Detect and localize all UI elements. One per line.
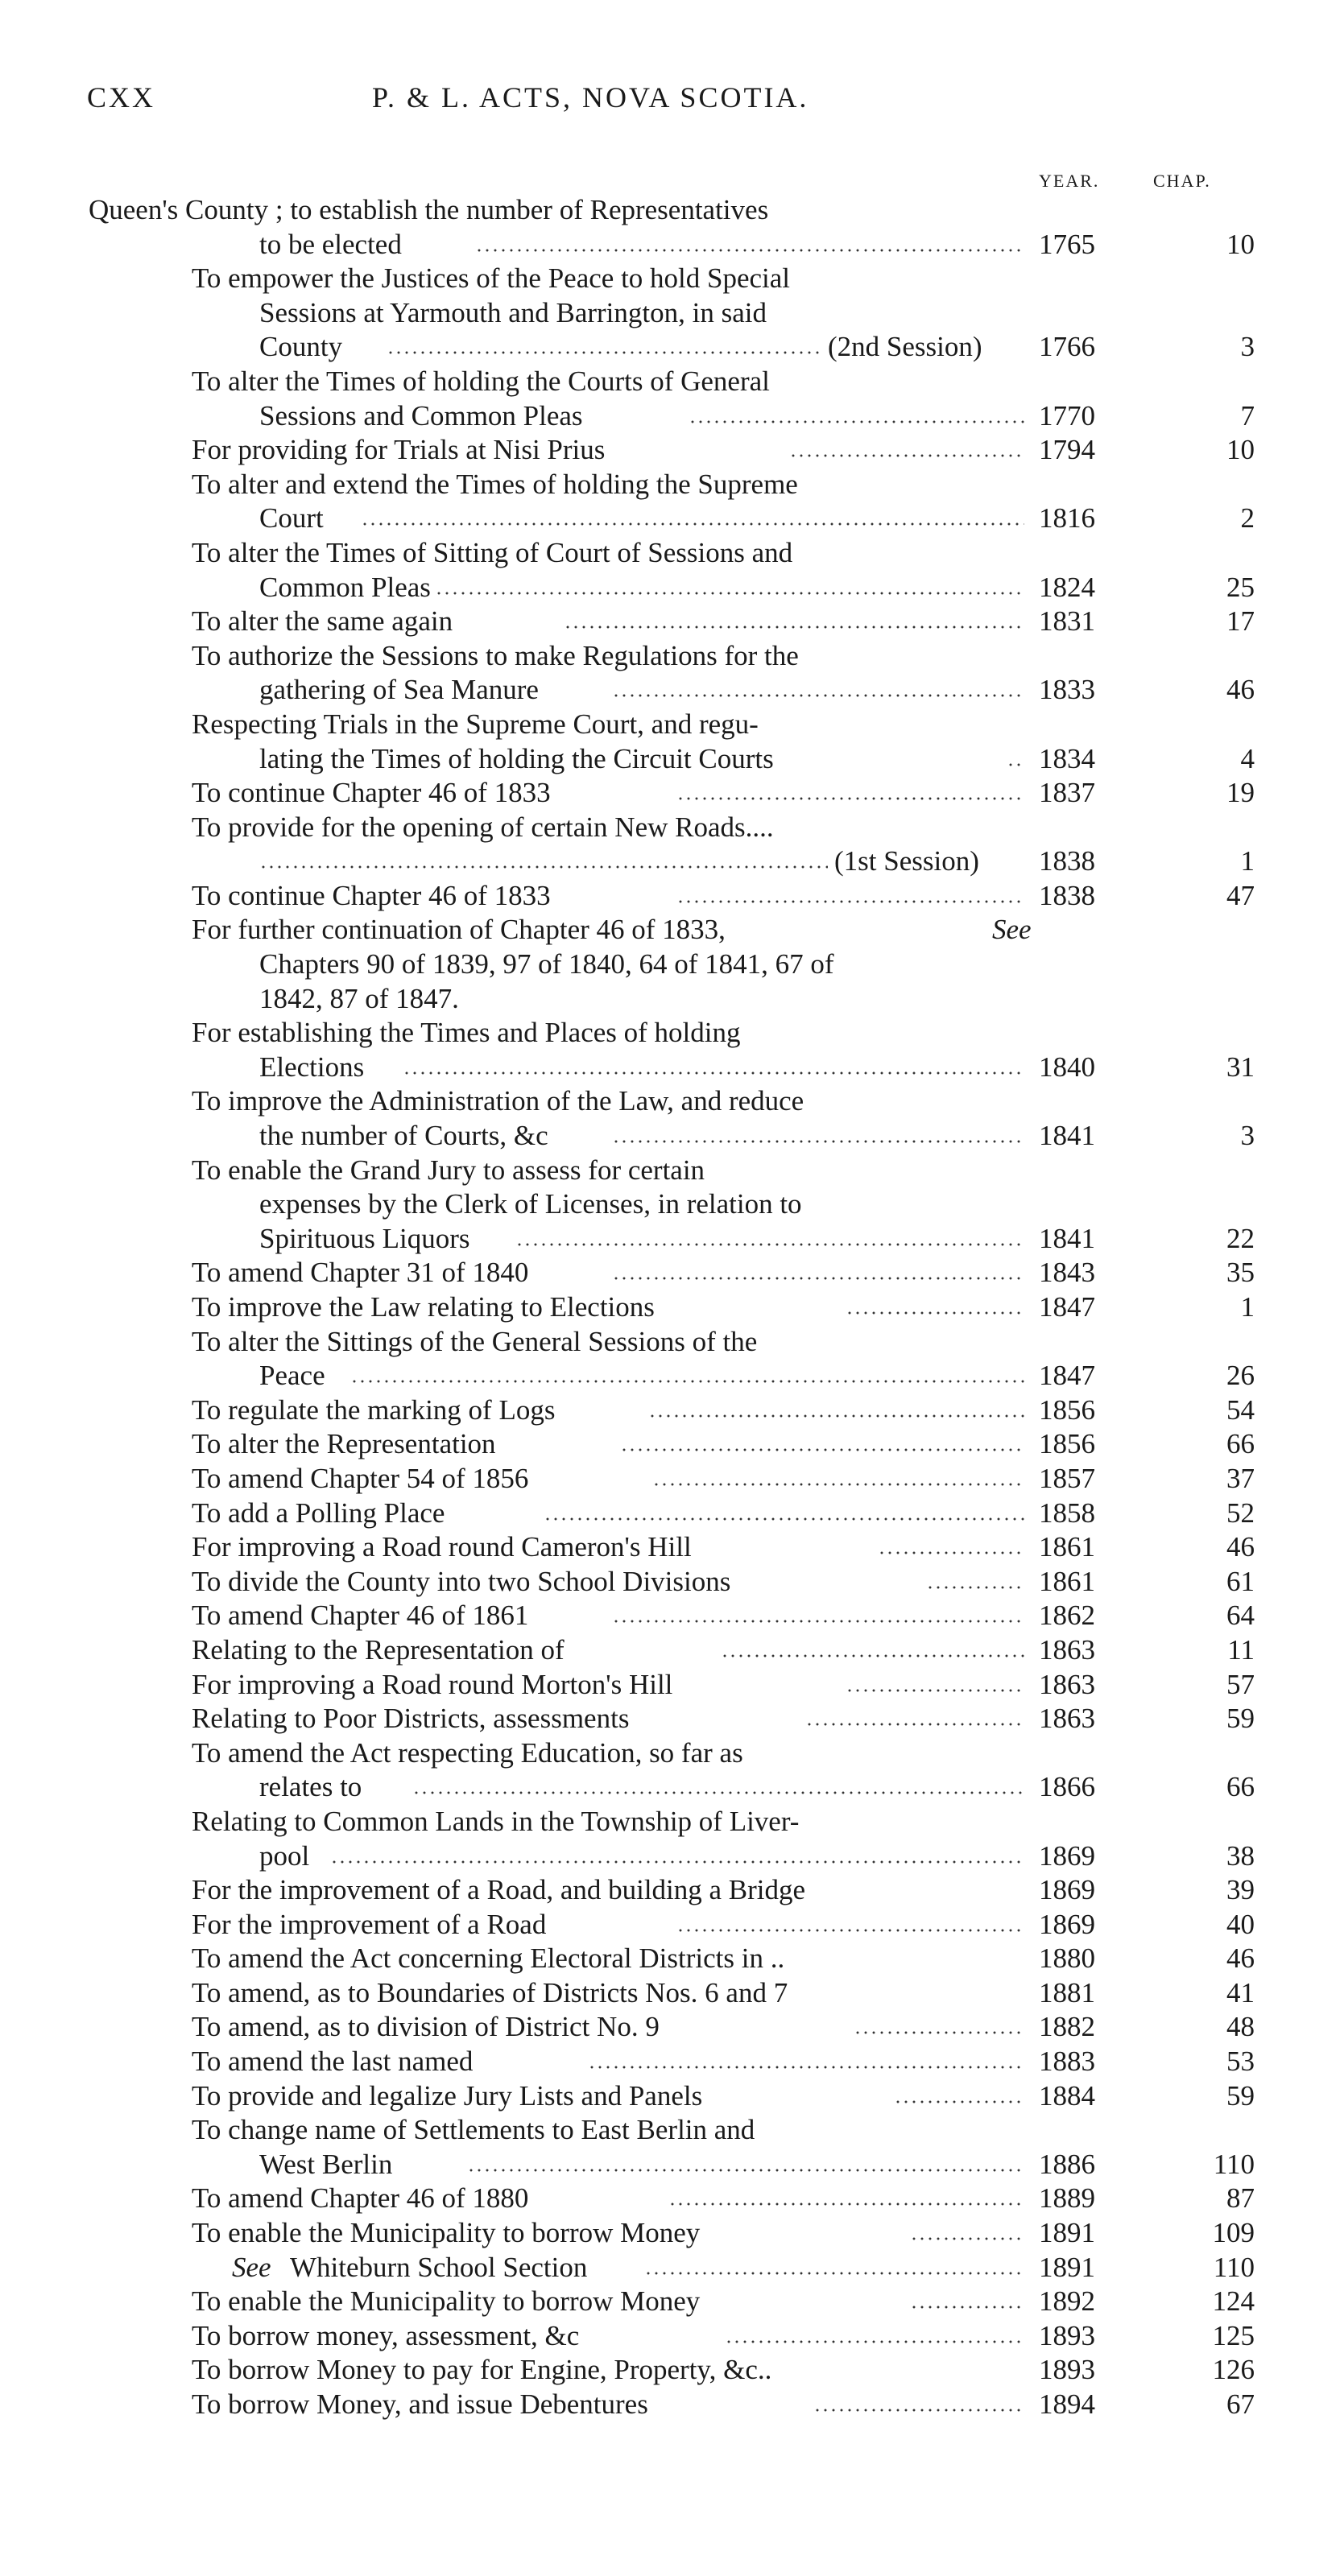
entry-chap: 46 bbox=[1226, 1942, 1255, 1975]
entry-year: 1893 bbox=[1039, 2319, 1095, 2351]
entry-chap: 54 bbox=[1226, 1393, 1255, 1426]
index-line bbox=[0, 262, 1340, 296]
entry-year: 1834 bbox=[1039, 742, 1095, 774]
entry-chap: 35 bbox=[1226, 1257, 1255, 1289]
index-line bbox=[0, 193, 1340, 228]
entry-chap: 41 bbox=[1226, 1976, 1255, 2008]
entry-year: 1816 bbox=[1039, 502, 1095, 535]
entry-text: To amend Chapter 54 of 1856 bbox=[192, 1462, 529, 1494]
entry-chap: 26 bbox=[1226, 1360, 1255, 1392]
entry-year: 1765 bbox=[1039, 228, 1095, 260]
entry-text: Whiteburn School Section bbox=[290, 2251, 588, 2283]
index-line bbox=[0, 1976, 1340, 2011]
dot-leader bbox=[612, 1620, 1024, 1623]
entry-chap: 126 bbox=[1212, 2354, 1255, 2386]
entry-year: 1856 bbox=[1039, 1393, 1095, 1426]
index-line bbox=[0, 1462, 1340, 1496]
entry-year: 1863 bbox=[1039, 1668, 1095, 1700]
entry-chap: 67 bbox=[1226, 2388, 1255, 2420]
index-line bbox=[0, 1908, 1340, 1942]
dot-leader bbox=[403, 1071, 1024, 1075]
entry-text: To alter the Representation bbox=[192, 1428, 496, 1460]
index-line bbox=[0, 811, 1340, 845]
entry-chap: 87 bbox=[1226, 2182, 1255, 2215]
dot-leader bbox=[612, 694, 1024, 697]
entry-year: 1884 bbox=[1039, 2079, 1095, 2112]
dot-leader bbox=[854, 2031, 1024, 2034]
index-line bbox=[0, 1633, 1340, 1668]
index-line bbox=[0, 2148, 1340, 2182]
entry-year: 1880 bbox=[1039, 1942, 1095, 1975]
entry-text: To change name of Settlements to East Berlin and bbox=[192, 2114, 755, 2146]
index-line bbox=[0, 708, 1340, 742]
entry-text: To amend Chapter 31 of 1840 bbox=[192, 1257, 529, 1289]
entry-year: 1857 bbox=[1039, 1462, 1095, 1494]
entry-year: 1861 bbox=[1039, 1565, 1095, 1597]
entry-year: 1882 bbox=[1039, 2011, 1095, 2043]
index-line bbox=[0, 2113, 1340, 2148]
index-line bbox=[0, 571, 1340, 605]
entry-text: To improve the Administration of the Law, and reduce bbox=[192, 1085, 804, 1117]
entry-text: For improving a Road round Cameron's Hill bbox=[192, 1531, 692, 1563]
entry-text: To empower the Justices of the Peace to hold Special bbox=[192, 262, 791, 295]
entry-year: 1831 bbox=[1039, 605, 1095, 638]
entry-text: the number of Courts, &c bbox=[259, 1120, 548, 1152]
dot-leader bbox=[648, 1414, 1024, 1418]
entry-chap: 48 bbox=[1226, 2011, 1255, 2043]
index-line bbox=[0, 1051, 1340, 1085]
entry-text: Respecting Trials in the Supreme Court, and regu- bbox=[192, 708, 759, 740]
entry-chap: 61 bbox=[1226, 1565, 1255, 1597]
dot-leader bbox=[894, 2100, 1024, 2103]
dot-leader bbox=[412, 1791, 1024, 1794]
index-line bbox=[0, 1187, 1340, 1222]
entry-text: To borrow money, assessment, &c bbox=[192, 2319, 580, 2351]
entry-chap: 59 bbox=[1226, 2079, 1255, 2112]
entry-text: To amend Chapter 46 of 1861 bbox=[192, 1600, 529, 1632]
entry-year: 1892 bbox=[1039, 2285, 1095, 2318]
index-line bbox=[0, 2251, 1340, 2285]
entry-chap: 53 bbox=[1226, 2046, 1255, 2078]
entry-text: To amend, as to division of District No. 9 bbox=[192, 2011, 660, 2043]
entry-year: 1889 bbox=[1039, 2182, 1095, 2215]
entry-text: 1842, 87 of 1847. bbox=[259, 982, 459, 1014]
index-line bbox=[0, 639, 1340, 674]
index-line bbox=[0, 1154, 1340, 1188]
entry-year: 1824 bbox=[1039, 571, 1095, 603]
entry-chap: 1 bbox=[1240, 1291, 1255, 1323]
index-line bbox=[0, 1290, 1340, 1325]
entry-text: To alter and extend the Times of holding the Supreme bbox=[192, 468, 798, 500]
index-line bbox=[0, 2010, 1340, 2045]
entry-chap: 46 bbox=[1226, 1531, 1255, 1563]
index-line bbox=[0, 365, 1340, 399]
entry-session: (2nd Session) bbox=[828, 331, 982, 363]
entry-chap: 19 bbox=[1226, 777, 1255, 809]
entry-chap: 124 bbox=[1212, 2285, 1255, 2318]
entry-text: For improving a Road round Morton's Hill bbox=[192, 1668, 673, 1700]
index-line bbox=[0, 673, 1340, 708]
entry-year: 1858 bbox=[1039, 1496, 1095, 1529]
index-line bbox=[0, 1702, 1340, 1736]
entry-year: 1770 bbox=[1039, 399, 1095, 431]
dot-leader bbox=[515, 1243, 1024, 1246]
index-line bbox=[0, 2045, 1340, 2079]
entry-text: To borrow Money, and issue Debentures bbox=[192, 2388, 648, 2420]
index-line bbox=[0, 879, 1340, 914]
dot-leader bbox=[467, 2169, 1024, 2172]
index-line bbox=[0, 1325, 1340, 1360]
dot-leader bbox=[676, 1929, 1024, 1932]
entry-chap: 10 bbox=[1226, 434, 1255, 466]
entry-year: 1881 bbox=[1039, 1976, 1095, 2008]
index-line bbox=[0, 1016, 1340, 1051]
index-line bbox=[0, 1805, 1340, 1839]
entry-text: To alter the Times of holding the Courts of General bbox=[192, 365, 770, 397]
entry-year: 1838 bbox=[1039, 845, 1095, 877]
entry-chap: 40 bbox=[1226, 1908, 1255, 1940]
index-line bbox=[0, 605, 1340, 639]
index-line bbox=[0, 1873, 1340, 1908]
entry-year: 1869 bbox=[1039, 1839, 1095, 1872]
index-line bbox=[0, 1565, 1340, 1600]
entry-chap: 17 bbox=[1226, 605, 1255, 638]
index-line bbox=[0, 2285, 1340, 2319]
dot-leader bbox=[676, 797, 1024, 800]
index-line bbox=[0, 1393, 1340, 1428]
entry-text: Relating to Poor Districts, assessments bbox=[192, 1703, 630, 1735]
entry-text: Common Pleas bbox=[259, 571, 431, 603]
entry-chap: 2 bbox=[1240, 502, 1255, 535]
entry-year: 1837 bbox=[1039, 777, 1095, 809]
entry-year: 1838 bbox=[1039, 879, 1095, 911]
entry-year: 1861 bbox=[1039, 1531, 1095, 1563]
index-line bbox=[0, 913, 1340, 947]
entry-chap: 38 bbox=[1226, 1839, 1255, 1872]
entry-chap: 37 bbox=[1226, 1462, 1255, 1494]
index-line bbox=[0, 742, 1340, 777]
entry-year: 1841 bbox=[1039, 1120, 1095, 1152]
entry-text: To provide and legalize Jury Lists and Panels bbox=[192, 2079, 703, 2112]
entry-chap: 110 bbox=[1213, 2148, 1255, 2180]
entry-chap: 59 bbox=[1226, 1703, 1255, 1735]
entry-text: expenses by the Clerk of Licenses, in relation to bbox=[259, 1188, 802, 1220]
entry-year: 1833 bbox=[1039, 674, 1095, 706]
dot-leader bbox=[620, 1448, 1024, 1451]
dot-leader bbox=[846, 1311, 1024, 1315]
entry-year: 1866 bbox=[1039, 1771, 1095, 1803]
entry-year: 1840 bbox=[1039, 1051, 1095, 1083]
entry-text: Chapters 90 of 1839, 97 of 1840, 64 of 1841, 67 of bbox=[259, 948, 834, 980]
entry-text: To alter the Times of Sitting of Court of Sessions and bbox=[192, 536, 793, 568]
entry-text: Elections bbox=[259, 1051, 365, 1083]
entry-chap: 25 bbox=[1226, 571, 1255, 603]
dot-leader bbox=[330, 1860, 1024, 1864]
entry-text: To amend the Act respecting Education, so far as bbox=[192, 1736, 743, 1769]
dot-leader bbox=[721, 1654, 1024, 1657]
dot-leader bbox=[652, 1483, 1024, 1486]
entry-chap: 66 bbox=[1226, 1771, 1255, 1803]
entry-year: 1847 bbox=[1039, 1360, 1095, 1392]
entry-year: 1856 bbox=[1039, 1428, 1095, 1460]
entry-text: lating the Times of holding the Circuit Courts bbox=[259, 742, 774, 774]
index-line bbox=[0, 947, 1340, 982]
entry-chap: 39 bbox=[1226, 1874, 1255, 1906]
entry-text: To enable the Municipality to borrow Money bbox=[192, 2285, 701, 2318]
entry-text: to be elected bbox=[259, 228, 402, 260]
index-line bbox=[0, 2079, 1340, 2114]
index-line bbox=[0, 844, 1340, 879]
entry-text: To amend Chapter 46 of 1880 bbox=[192, 2182, 529, 2215]
see-reference: See bbox=[992, 914, 1032, 946]
dot-leader bbox=[805, 1723, 1024, 1726]
entry-text: To amend the Act concerning Electoral Districts in .. bbox=[192, 1942, 785, 1975]
entry-chap: 46 bbox=[1226, 674, 1255, 706]
entry-chap: 109 bbox=[1212, 2217, 1255, 2249]
entry-text: gathering of Sea Manure bbox=[259, 674, 539, 706]
entry-text: To improve the Law relating to Elections bbox=[192, 1291, 655, 1323]
entry-chap: 31 bbox=[1226, 1051, 1255, 1083]
dot-leader bbox=[725, 2340, 1024, 2343]
entry-text: For establishing the Times and Places of holding bbox=[192, 1017, 741, 1049]
index-line bbox=[0, 1256, 1340, 1290]
entry-text: relates to bbox=[259, 1771, 362, 1803]
entry-text: Sessions at Yarmouth and Barrington, in said bbox=[259, 296, 767, 328]
entry-session: (1st Session) bbox=[834, 845, 979, 877]
dot-leader bbox=[475, 249, 1024, 252]
index-line bbox=[0, 2182, 1340, 2216]
entry-year: 1766 bbox=[1039, 331, 1095, 363]
entry-chap: 64 bbox=[1226, 1600, 1255, 1632]
entry-text: To amend, as to Boundaries of Districts Nos. 6 and 7 bbox=[192, 1976, 788, 2008]
entry-chap: 47 bbox=[1226, 879, 1255, 911]
entry-text: To borrow Money to pay for Engine, Property, &c.. bbox=[192, 2354, 772, 2386]
entry-text: To add a Polling Place bbox=[192, 1496, 445, 1529]
index-line bbox=[0, 982, 1340, 1017]
dot-leader bbox=[910, 2237, 1024, 2240]
entry-text: For the improvement of a Road, and building a Bridge bbox=[192, 1874, 806, 1906]
entry-text: Court bbox=[259, 502, 324, 535]
entry-year: 1794 bbox=[1039, 434, 1095, 466]
entry-text: To amend the last named bbox=[192, 2046, 474, 2078]
index-entries bbox=[0, 193, 1340, 2422]
entry-year: 1891 bbox=[1039, 2251, 1095, 2283]
page-title: P. & L. ACTS, NOVA SCOTIA. bbox=[372, 81, 809, 114]
index-line bbox=[0, 1222, 1340, 1257]
year-column-header: YEAR. bbox=[1039, 171, 1100, 191]
entry-chap: 125 bbox=[1212, 2319, 1255, 2351]
entry-chap: 7 bbox=[1240, 399, 1255, 431]
entry-text: To divide the County into two School Divisions bbox=[192, 1565, 731, 1597]
index-line bbox=[0, 1770, 1340, 1805]
index-line bbox=[0, 1736, 1340, 1771]
index-line bbox=[0, 1496, 1340, 1531]
dot-leader bbox=[612, 1277, 1024, 1280]
index-line bbox=[0, 228, 1340, 262]
index-line bbox=[0, 2319, 1340, 2354]
entry-text: Relating to the Representation of bbox=[192, 1633, 565, 1666]
dot-leader bbox=[789, 454, 1024, 457]
index-line bbox=[0, 1119, 1340, 1154]
index-line bbox=[0, 399, 1340, 434]
entry-text: To provide for the opening of certain New Roads.... bbox=[192, 811, 774, 843]
entry-text: Sessions and Common Pleas bbox=[259, 399, 583, 431]
entry-text: To regulate the marking of Logs bbox=[192, 1393, 556, 1426]
dot-leader bbox=[259, 865, 828, 869]
entry-year: 1894 bbox=[1039, 2388, 1095, 2420]
index-line bbox=[0, 1668, 1340, 1703]
entry-chap: 3 bbox=[1240, 1120, 1255, 1152]
dot-leader bbox=[878, 1551, 1024, 1554]
index-line bbox=[0, 1839, 1340, 1874]
entry-year: 1862 bbox=[1039, 1600, 1095, 1632]
entry-chap: 52 bbox=[1226, 1496, 1255, 1529]
dot-leader bbox=[910, 2306, 1024, 2309]
entry-chap: 11 bbox=[1227, 1633, 1255, 1666]
index-line bbox=[0, 468, 1340, 502]
index-line bbox=[0, 502, 1340, 536]
entry-text: Spirituous Liquors bbox=[259, 1222, 470, 1254]
chap-column-header: CHAP. bbox=[1153, 171, 1211, 191]
dot-leader bbox=[676, 900, 1024, 903]
dot-leader bbox=[846, 1689, 1024, 1692]
index-line bbox=[0, 296, 1340, 331]
index-line bbox=[0, 1530, 1340, 1565]
dot-leader bbox=[588, 2066, 1024, 2069]
dot-leader bbox=[668, 2202, 1024, 2206]
entry-text: For providing for Trials at Nisi Prius bbox=[192, 434, 606, 466]
see-reference: See bbox=[232, 2251, 271, 2283]
entry-year: 1841 bbox=[1039, 1222, 1095, 1254]
entry-chap: 10 bbox=[1226, 228, 1255, 260]
entry-text: To alter the same again bbox=[192, 605, 453, 638]
dot-leader bbox=[564, 625, 1024, 629]
entry-chap: 66 bbox=[1226, 1428, 1255, 1460]
dot-leader bbox=[926, 1586, 1024, 1589]
dot-leader bbox=[435, 592, 1024, 595]
entry-year: 1886 bbox=[1039, 2148, 1095, 2180]
entry-year: 1893 bbox=[1039, 2354, 1095, 2386]
entry-text: Queen's County ; to establish the number of Representatives bbox=[89, 194, 769, 225]
index-line bbox=[0, 776, 1340, 811]
entry-text: To enable the Grand Jury to assess for certain bbox=[192, 1154, 705, 1186]
entry-chap: 110 bbox=[1213, 2251, 1255, 2283]
entry-year: 1869 bbox=[1039, 1908, 1095, 1940]
dot-leader bbox=[612, 1140, 1024, 1143]
entry-text: Peace bbox=[259, 1360, 325, 1392]
index-line bbox=[0, 1942, 1340, 1976]
index-line bbox=[0, 1084, 1340, 1119]
entry-text: To continue Chapter 46 of 1833 bbox=[192, 879, 551, 911]
entry-year: 1863 bbox=[1039, 1703, 1095, 1735]
index-line bbox=[0, 2388, 1340, 2422]
index-line bbox=[0, 2353, 1340, 2388]
entry-text: To continue Chapter 46 of 1833 bbox=[192, 777, 551, 809]
dot-leader bbox=[361, 522, 1024, 526]
entry-text: For further continuation of Chapter 46 of 1833, bbox=[192, 914, 726, 946]
dot-leader bbox=[813, 2409, 1024, 2412]
dot-leader bbox=[644, 2272, 1024, 2275]
entry-text: pool bbox=[259, 1839, 310, 1872]
index-line bbox=[0, 1599, 1340, 1633]
dot-leader bbox=[544, 1517, 1024, 1521]
entry-text: To enable the Municipality to borrow Money bbox=[192, 2217, 701, 2249]
entry-chap: 57 bbox=[1226, 1668, 1255, 1700]
index-line bbox=[0, 536, 1340, 571]
entry-year: 1863 bbox=[1039, 1633, 1095, 1666]
entry-year: 1883 bbox=[1039, 2046, 1095, 2078]
index-line bbox=[0, 433, 1340, 468]
entry-text: For the improvement of a Road bbox=[192, 1908, 547, 1940]
entry-text: To authorize the Sessions to make Regulations for the bbox=[192, 639, 799, 671]
index-line bbox=[0, 330, 1340, 365]
entry-text: Relating to Common Lands in the Township of Liver- bbox=[192, 1805, 800, 1837]
entry-chap: 1 bbox=[1240, 845, 1255, 877]
entry-year: 1891 bbox=[1039, 2217, 1095, 2249]
entry-year: 1869 bbox=[1039, 1874, 1095, 1906]
entry-chap: 4 bbox=[1240, 742, 1255, 774]
index-line bbox=[0, 2216, 1340, 2251]
dot-leader bbox=[689, 420, 1024, 423]
index-line bbox=[0, 1359, 1340, 1393]
dot-leader bbox=[387, 351, 821, 354]
dot-leader bbox=[350, 1380, 1024, 1383]
entry-text: To alter the Sittings of the General Sessions of the bbox=[192, 1325, 758, 1357]
dot-leader bbox=[1007, 763, 1024, 766]
entry-text: West Berlin bbox=[259, 2148, 393, 2180]
entry-year: 1847 bbox=[1039, 1291, 1095, 1323]
entry-year: 1843 bbox=[1039, 1257, 1095, 1289]
index-line bbox=[0, 1427, 1340, 1462]
entry-chap: 22 bbox=[1226, 1222, 1255, 1254]
entry-chap: 3 bbox=[1240, 331, 1255, 363]
entry-text: County bbox=[259, 331, 343, 363]
page-number: CXX bbox=[87, 81, 156, 114]
